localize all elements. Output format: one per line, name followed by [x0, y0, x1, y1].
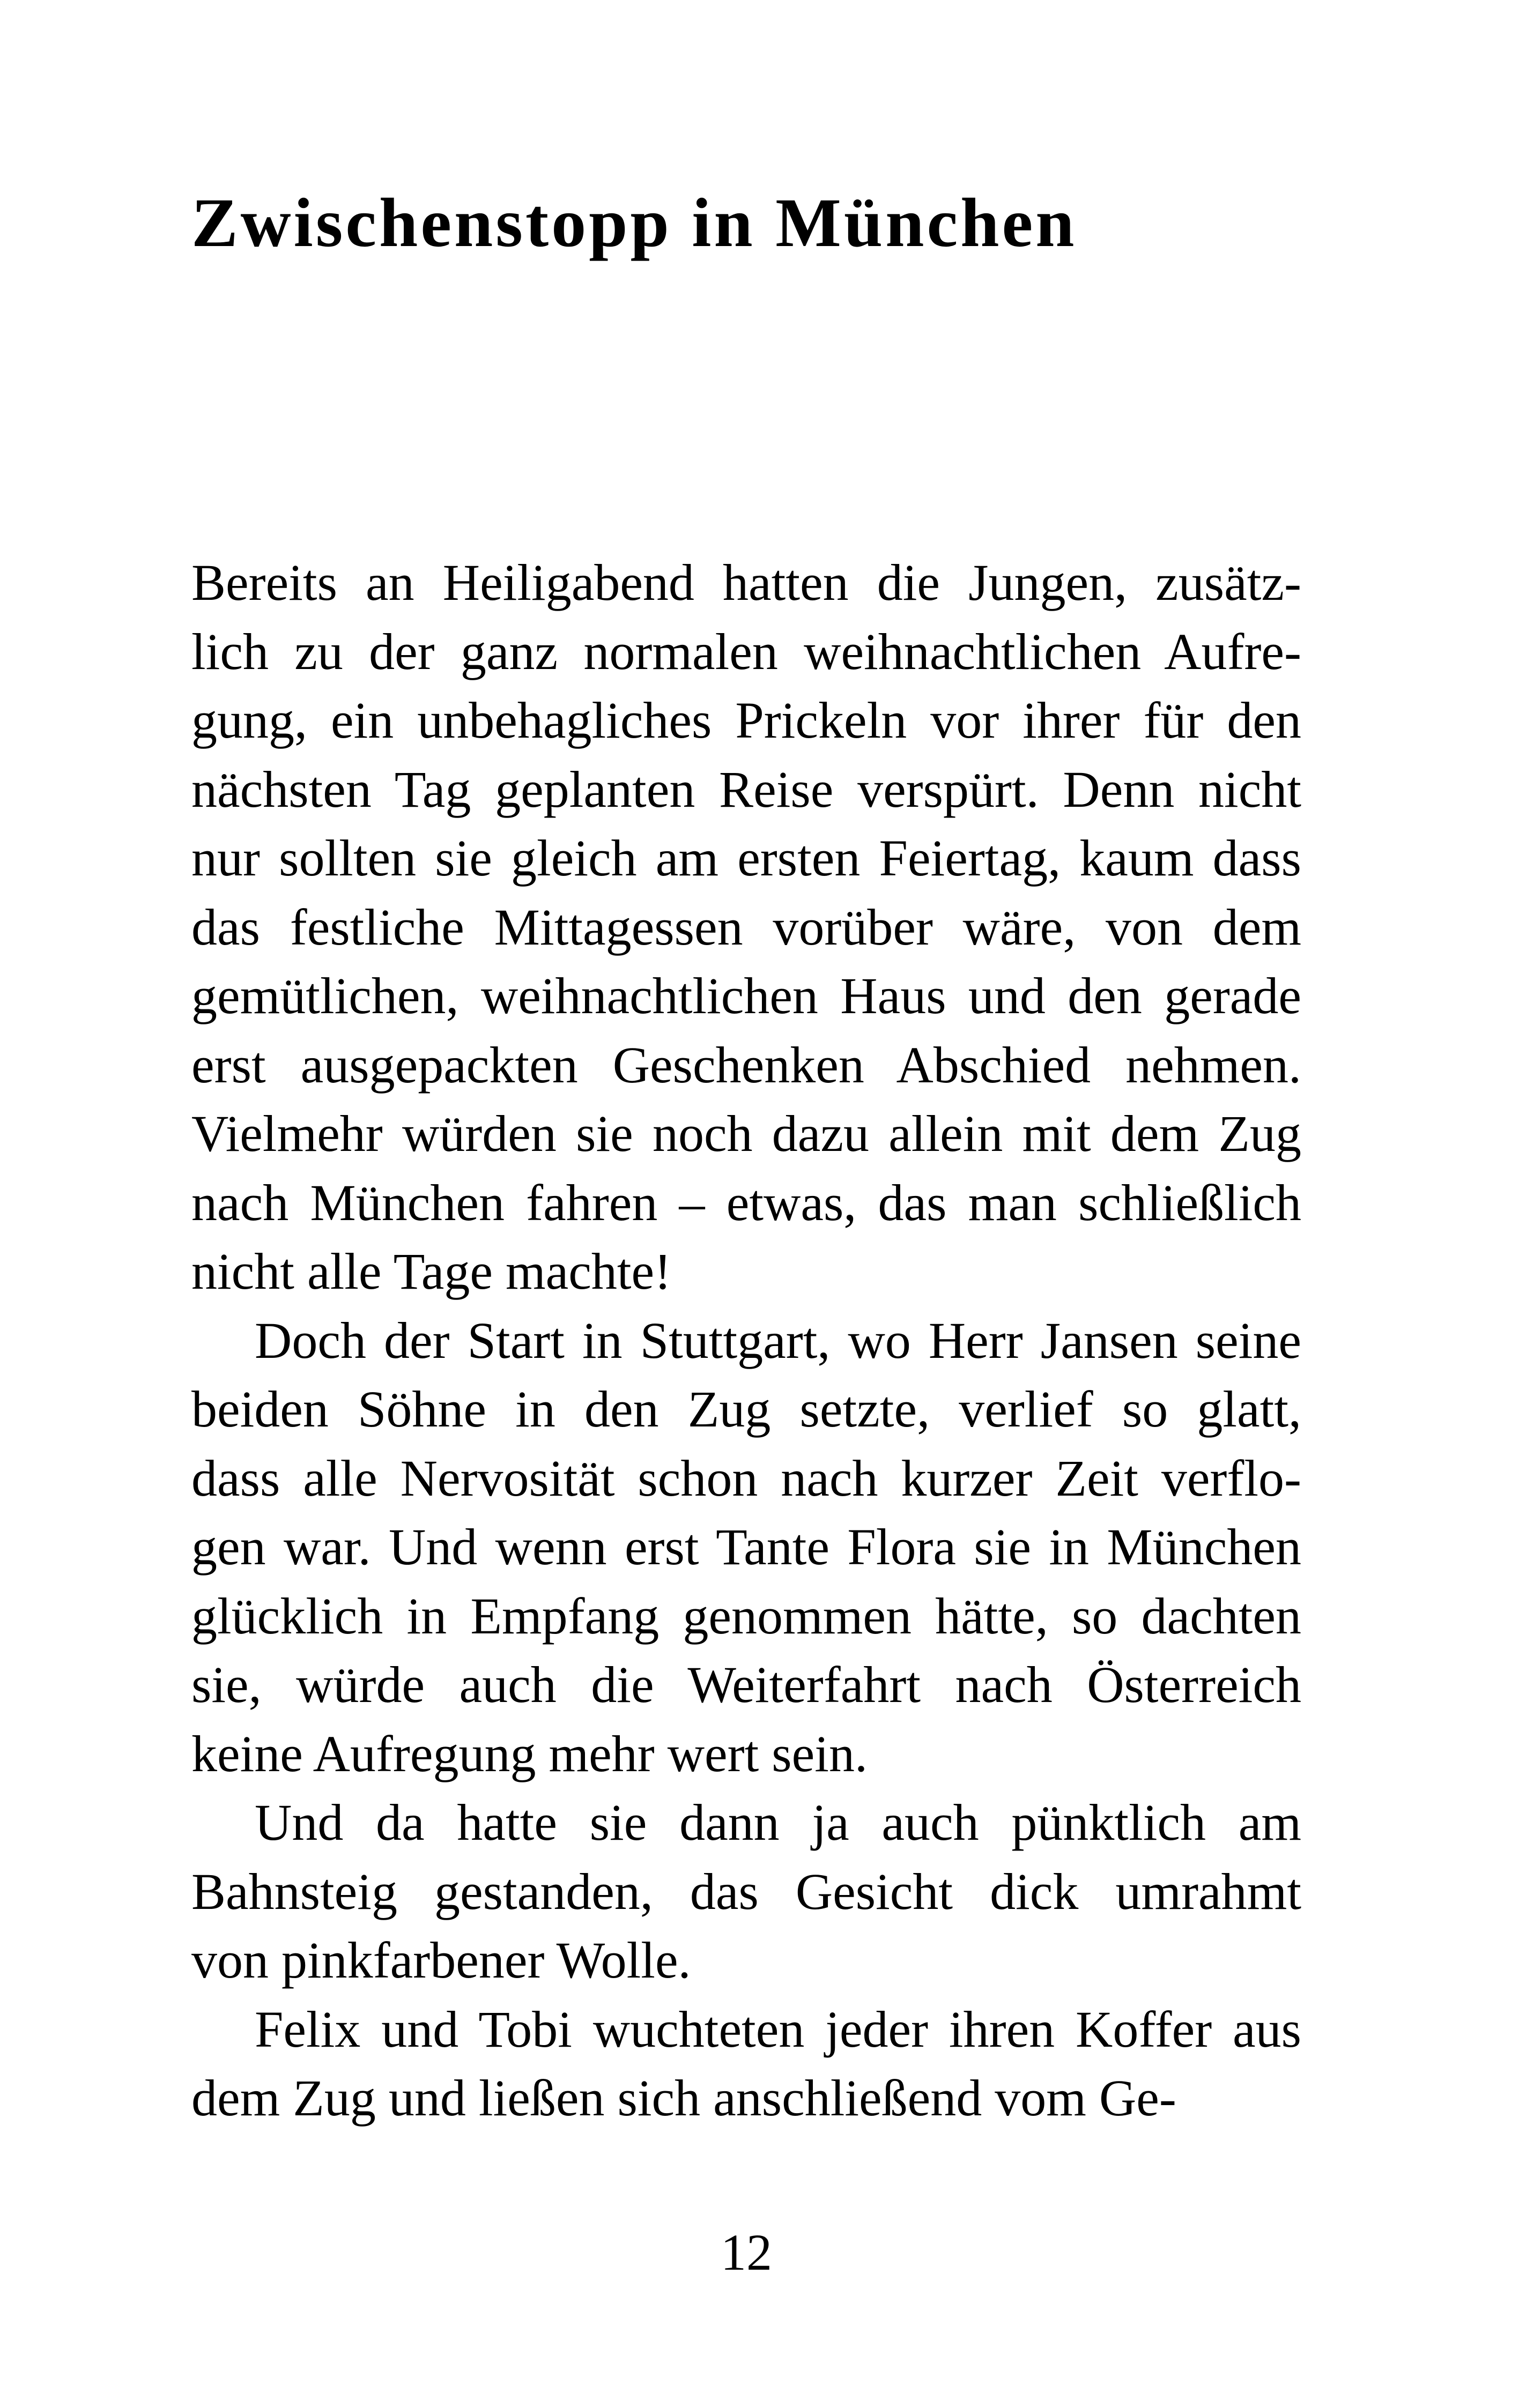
- text-line: gen war. Und wenn erst Tante Flora sie in München: [191, 1518, 1301, 1575]
- text-line: Felix und Tobi wuchteten jeder ihren Koffer aus: [255, 2000, 1301, 2058]
- text-line: Doch der Start in Stuttgart, wo Herr Jansen seine: [255, 1311, 1301, 1369]
- chapter-body: [191, 548, 1301, 2133]
- text-line: beiden Söhne in den Zug setzte, verlief so glatt,: [191, 1380, 1301, 1438]
- text-line: sie, würde auch die Weiterfahrt nach Österreich: [191, 1656, 1301, 1713]
- paragraph: [191, 1788, 1301, 1995]
- text-line: nach München fahren – etwas, das man schließlich: [191, 1173, 1301, 1231]
- text-line: nicht alle Tage machte!: [191, 1243, 672, 1300]
- text-line: erst ausgepackten Geschenken Abschied nehmen.: [191, 1036, 1301, 1094]
- text-line: das festliche Mittagessen vorüber wäre, von dem: [191, 898, 1301, 956]
- page-number: 12: [721, 2224, 772, 2281]
- text-line: gung, ein unbehagliches Prickeln vor ihrer für den: [191, 692, 1301, 749]
- text-line: keine Aufregung mehr wert sein.: [191, 1725, 868, 1782]
- paragraph: [191, 1995, 1301, 2133]
- text-line: Und da hatte sie dann ja auch pünktlich am: [255, 1794, 1301, 1851]
- text-line: Vielmehr würden sie noch dazu allein mit dem Zug: [191, 1105, 1301, 1162]
- text-line: dem Zug und ließen sich anschließend vom Ge-: [191, 2069, 1176, 2127]
- text-line: lich zu der ganz normalen weihnachtlichen Aufre-: [191, 622, 1301, 680]
- paragraph: [191, 548, 1301, 1306]
- text-line: gemütlichen, weihnachtlichen Haus und den gerade: [191, 967, 1301, 1024]
- text-line: von pinkfarbener Wolle.: [191, 1931, 691, 1989]
- text-line: nur sollten sie gleich am ersten Feiertag, kaum dass: [191, 829, 1301, 887]
- paragraph: [191, 1306, 1301, 1789]
- text-line: Bereits an Heiligabend hatten die Jungen, zusätz-: [191, 554, 1301, 611]
- text-line: nächsten Tag geplanten Reise verspürt. Denn nicht: [191, 760, 1301, 818]
- chapter-title: Zwischenstopp in München: [191, 184, 1077, 262]
- text-line: Bahnsteig gestanden, das Gesicht dick umrahmt: [191, 1862, 1301, 1920]
- text-line: glücklich in Empfang genommen hätte, so dachten: [191, 1587, 1301, 1645]
- text-line: dass alle Nervosität schon nach kurzer Zeit verflo-: [191, 1449, 1301, 1507]
